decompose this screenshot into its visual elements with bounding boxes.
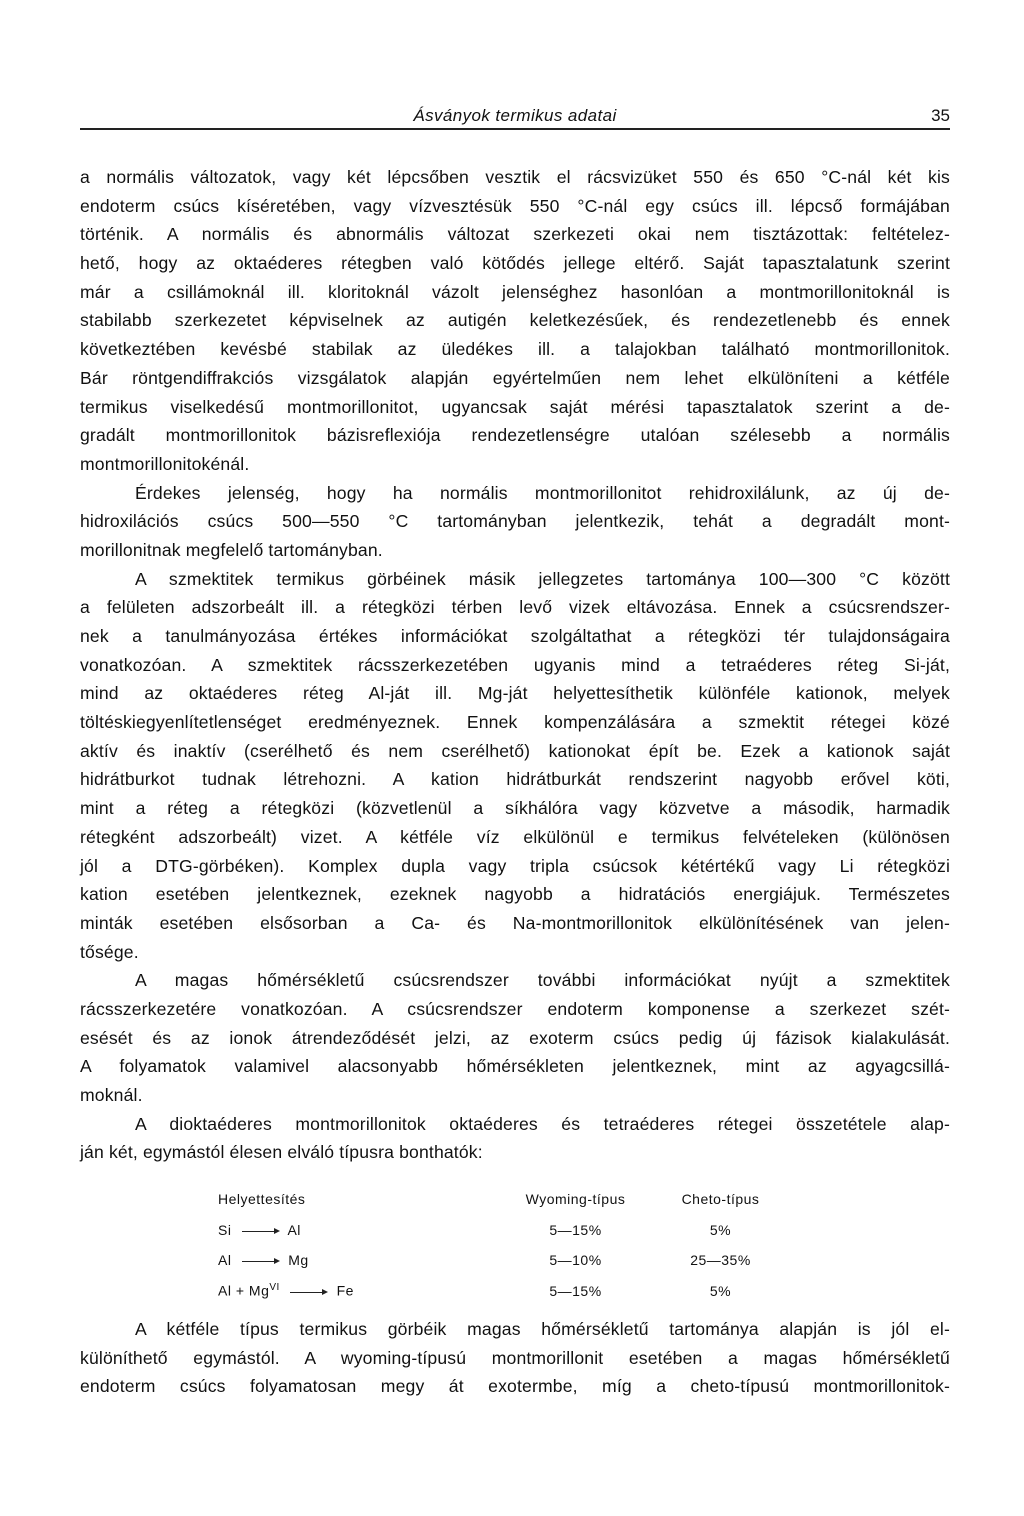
table-cell [218,1276,498,1307]
text-line: vonatkozóan. A szmektitek rácsszerkezetében ugyanis mind a tetraéderes réteg Si-ját, [80,654,950,675]
table-cell: 5—15% [549,1282,602,1299]
text-line: minták esetében elsősorban a Ca- és Na-montmorillonitok elkülönítésének van jelen- [80,912,950,933]
substitution-from: Al [218,1252,232,1269]
text-line: esését és az ionok átrendeződését jelzi, az exoterm csúcs pedig új fázisok kialakulását. [80,1027,950,1048]
substitution-to: Fe [336,1283,354,1300]
table-row [218,1276,788,1307]
text-line: aktív és inaktív (cserélhető és nem cserélhető) kationokat épít be. Ezek a kationok saját [80,740,950,761]
superscript: VI [269,1282,280,1294]
text-line: történik. A normális és abnormális változat szerkezeti okai nem tisztázottak: feltételez- [80,224,950,245]
substitution-from: Si [218,1221,232,1238]
table-header-row [218,1184,788,1215]
substitution-from: Al + Mg [218,1283,270,1300]
text-line: moknál. [80,1085,143,1105]
substitution-to: Mg [288,1252,309,1269]
text-line: A kétféle típus termikus görbéik magas hőmérsékletű tartománya alapján is jól el- [135,1319,950,1339]
text-line: következtében kevésbé stabilak az üledékes ill. a talajokban található montmorillonitok. [80,339,950,360]
text-line: endoterm csúcs folyamatosan megy át exotermbe, míg a cheto-típusú montmorillonitok- [80,1376,950,1397]
text-line: a felületen adszorbeált ill. a rétegközi térben levő vizek eltávozása. Ennek a csúcsrendszer- [80,597,950,618]
text-line: mint a réteg a rétegközi (közvetlenül a síkhálóra vagy közvetve a második, harmadik [80,798,950,819]
table-cell: 25—35% [690,1252,751,1269]
text-line: termikus viselkedésű montmorillonitot, ugyancsak saját mérési tapasztalatok szerint a de- [80,396,950,417]
page-number: 35 [931,106,950,125]
text-line: jól a DTG-görbéken). Komplex dupla vagy tripla csúcsok kétértékű vagy Li rétegközi [80,855,950,876]
table-cell: 5% [709,1282,732,1299]
text-line: Érdekes jelenség, hogy ha normális montmorillonitot rehidroxilálunk, az új de- [135,482,950,503]
body-text [80,163,950,1167]
text-line: hidroxilációs csúcs 500—550 °C tartományban jelentkezik, tehát a degradált mont- [80,511,950,532]
text-line: endoterm csúcs kíséretében, vagy vízvesztésük 550 °C-nál egy csúcs ill. lépcső formájában [80,195,950,216]
text-line: stabilabb szerkezetet képviselnek az autigén keletkezésűek, és rendezetlenebb és ennek [80,310,950,331]
text-line: rétegként adszorbeált) vizet. A kétféle víz elkülönül e termikus felvételeken (különösen [80,826,950,847]
text-line: montmorillonitokénál. [80,453,250,474]
text-line: már a csillámoknál ill. kloritoknál vázolt jelenséghez hasonlóan a montmorillonitoknál is [80,281,950,302]
text-line: nek a tanulmányozása értékes információkat szolgáltathat a rétegközi tér tulajdonságaira [80,626,950,646]
text-line: töltéskiegyenlítetlenséget eredményeznek. Ennek kompenzálására a szmektit rétegei közé [80,712,950,733]
table-header: Helyettesítés [218,1191,306,1208]
table-row [218,1215,788,1246]
text-line: A magas hőmérsékletű csúcsrendszer további információkat nyújt a szmektitek [135,970,950,991]
table-cell: 5—15% [549,1221,602,1238]
running-header [80,106,950,130]
table-header: Wyoming-típus [525,1191,626,1208]
right-arrow-icon [242,1231,278,1232]
text-line: hidrátburkot tudnak létrehozni. A kation hidrátburkát rendszerint nagyobb erővel köti, [80,769,950,790]
text-line: rácsszerkezetére vonatkozóan. A csúcsrendszer endoterm komponense a szerkezet szét- [80,998,950,1019]
text-line: kation esetében jelentkeznek, ezeknek nagyobb a hidratációs energiájuk. Természetes [80,884,950,905]
text-line: A folyamatok valamivel alacsonyabb hőmérsékleten jelentkeznek, mint az agyagcsillá- [80,1056,950,1077]
text-line: gradált montmorillonitok bázisreflexiója rendezetlenségre utalóan szélesebb a normális [80,425,950,446]
text-line: ján két, egymástól élesen elváló típusra bonthatók: [80,1142,483,1163]
table-cell [218,1215,498,1246]
table-cell [218,1245,498,1276]
text-line: a normális változatok, vagy két lépcsőben vesztik el rácsvizüket 550 és 650 °C-nál két kis [80,167,950,187]
text-line: különíthető egymástól. A wyoming-típusú montmorillonit esetében a magas hőmérsékletű [80,1347,950,1368]
text-line: A szmektitek termikus görbéinek másik jellegzetes tartománya 100—300 °C között [135,568,950,589]
text-line: A dioktaéderes montmorillonitok oktaéderes és tetraéderes rétegei összetétele alap- [135,1113,950,1134]
table-cell: 5% [709,1221,732,1238]
header-title: Ásványok termikus adatai [413,106,617,125]
text-line: Bár röntgendiffrakciós vizsgálatok alapján egyértelműen nem lehet elkülöníteni a kétféle [80,367,950,388]
table-cell: 5—10% [549,1252,602,1269]
table-row [218,1245,788,1276]
right-arrow-icon [290,1292,326,1293]
text-line: hető, hogy az oktaéderes rétegben való kötődés jellege eltérő. Saját tapasztalatunk szerint [80,253,950,274]
text-line: tősége. [80,941,139,962]
substitution-table [218,1184,788,1306]
substitution-to: Al [287,1221,301,1238]
table-header: Cheto-típus [681,1191,760,1208]
right-arrow-icon [242,1261,278,1262]
body-text-continued [80,1315,950,1401]
text-line: mind az oktaéderes réteg Al-ját ill. Mg-ját helyettesíthetik különféle kationok, melyek [80,683,950,704]
text-line: morillonitnak megfelelő tartományban. [80,539,383,560]
